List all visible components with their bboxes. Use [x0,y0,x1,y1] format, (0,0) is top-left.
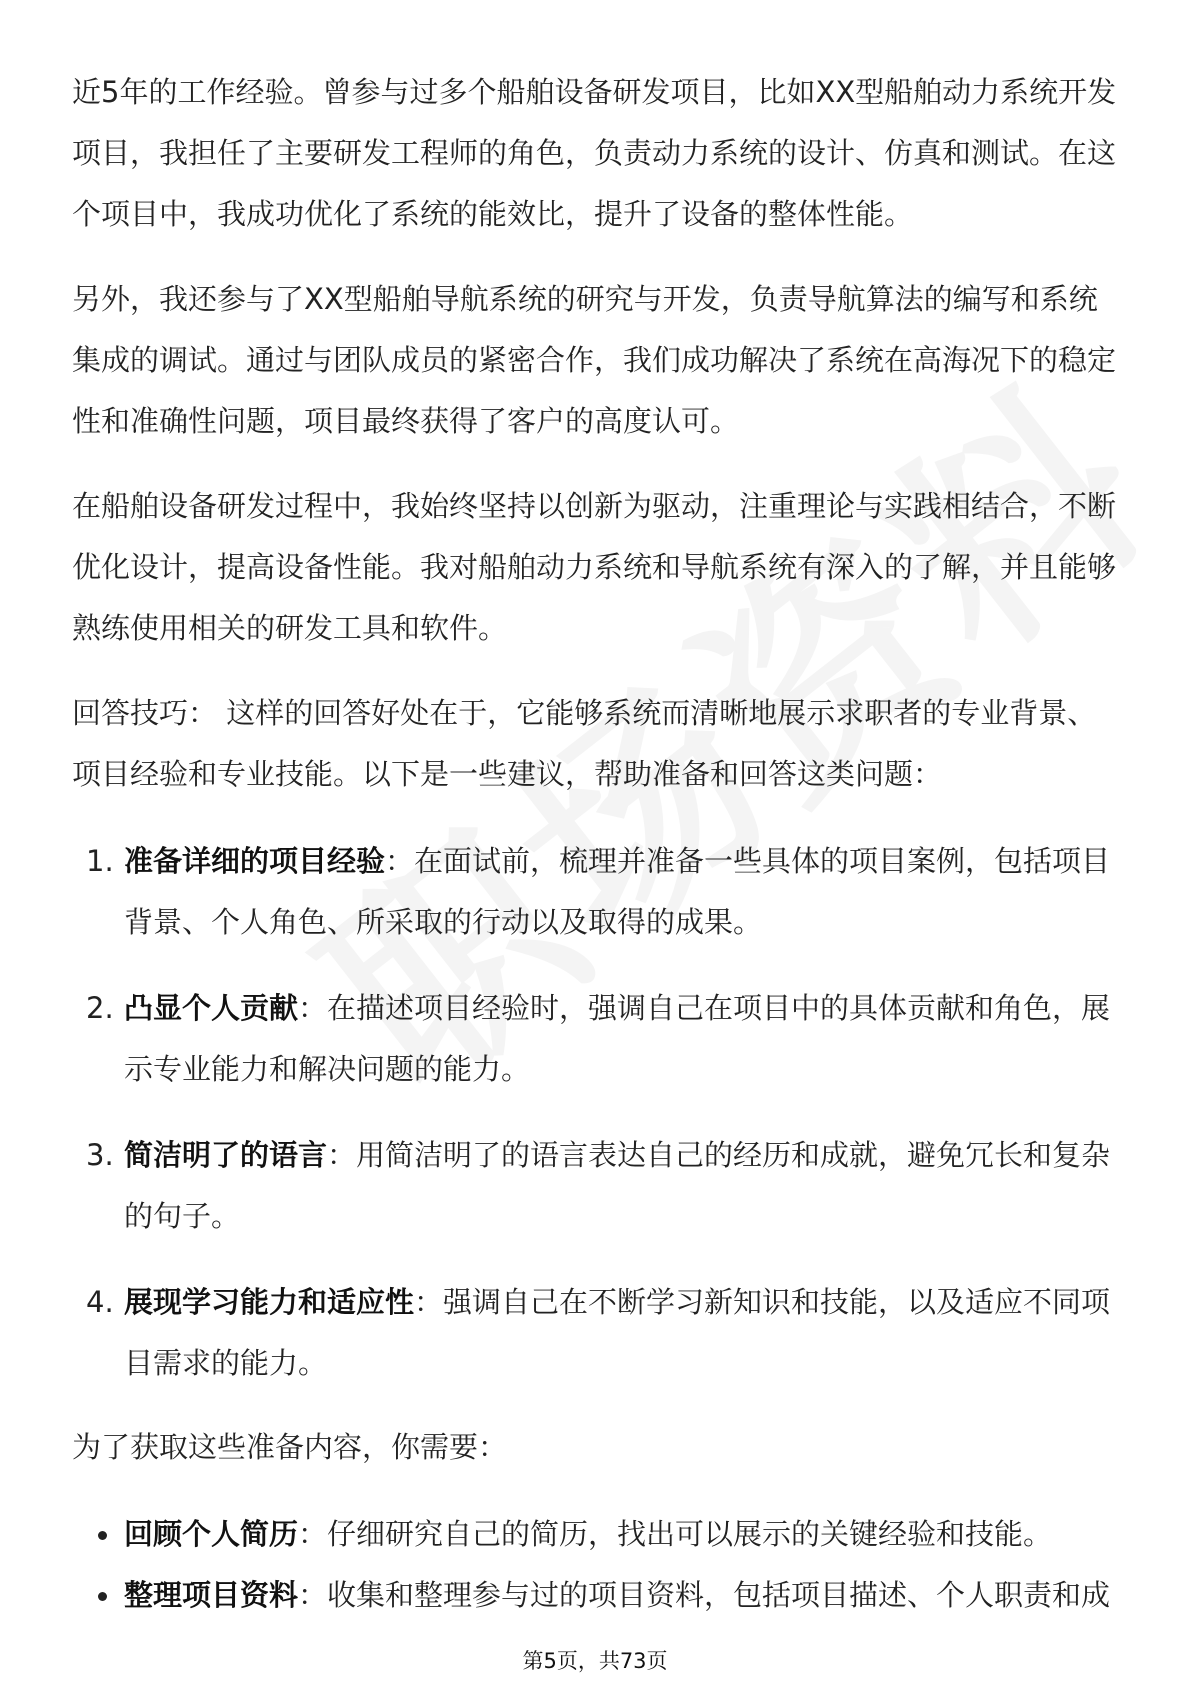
tip-text: ：强调自己在不断学习新知识和技能，以及适应不同项目需求的能力。 [124,1285,1111,1380]
tip-term: 准备详细的项目经验 [124,844,386,878]
tips-list [72,831,1122,1394]
document-body [72,62,1122,1626]
list-number: 2. [86,991,114,1025]
prep-text: ：收集和整理参与过的项目资料，包括项目描述、个人职责和成 [298,1578,1111,1612]
tip-text: ：在面试前，梳理并准备一些具体的项目案例，包括项目背景、个人角色、所采取的行动以及取得的成果。 [124,844,1111,939]
bullet-icon [98,1592,107,1601]
page-footer: 第5页，共73页 [522,1649,668,1673]
tip-text: ：在描述项目经验时，强调自己在项目中的具体贡献和角色，展示专业能力和解决问题的能力。 [124,991,1111,1086]
list-item [72,978,1122,1100]
list-item [72,1272,1122,1394]
tip-term: 展现学习能力和适应性 [124,1285,415,1319]
list-item [72,831,1122,953]
paragraph-experience: 近5年的工作经验。曾参与过多个船舶设备研发项目，比如XX型船舶动力系统开发项目，我担任了主要研发工程师的角色，负责动力系统的设计、仿真和测试。在这个项目中，我成功优化了系统的能效比，提升了设备的整体性能。 [72,75,1117,231]
paragraph-innovation: 在船舶设备研发过程中，我始终坚持以创新为驱动，注重理论与实践相结合，不断优化设计，提高设备性能。我对船舶动力系统和导航系统有深入的了解，并且能够熟练使用相关的研发工具和软件。 [72,489,1117,645]
tip-term: 简洁明了的语言 [124,1138,328,1172]
tip-text: ：用简洁明了的语言表达自己的经历和成就，避免冗长和复杂的句子。 [124,1138,1111,1233]
prep-list [72,1504,1122,1626]
list-number: 3. [86,1138,114,1172]
list-item [72,1125,1122,1247]
list-item [72,1565,1122,1626]
paragraph-navigation: 另外，我还参与了XX型船舶导航系统的研究与开发，负责导航算法的编写和系统集成的调试。通过与团队成员的紧密合作，我们成功解决了系统在高海况下的稳定性和准确性问题，项目最终获得了客户的高度认可。 [72,282,1117,438]
prep-term: 整理项目资料 [124,1578,299,1612]
tip-term: 凸显个人贡献 [124,991,299,1025]
prep-text: ：仔细研究自己的简历，找出可以展示的关键经验和技能。 [298,1517,1053,1551]
list-number: 1. [86,844,114,878]
bullet-icon [98,1531,107,1540]
paragraph-prep-intro: 为了获取这些准备内容，你需要： [72,1430,508,1464]
list-number: 4. [86,1285,114,1319]
list-item [72,1504,1122,1565]
prep-term: 回顾个人简历 [124,1517,299,1551]
paragraph-answer-tips: 回答技巧： 这样的回答好处在于，它能够系统而清晰地展示求职者的专业背景、项目经验和专业技能。以下是一些建议，帮助准备和回答这类问题： [72,696,1097,791]
